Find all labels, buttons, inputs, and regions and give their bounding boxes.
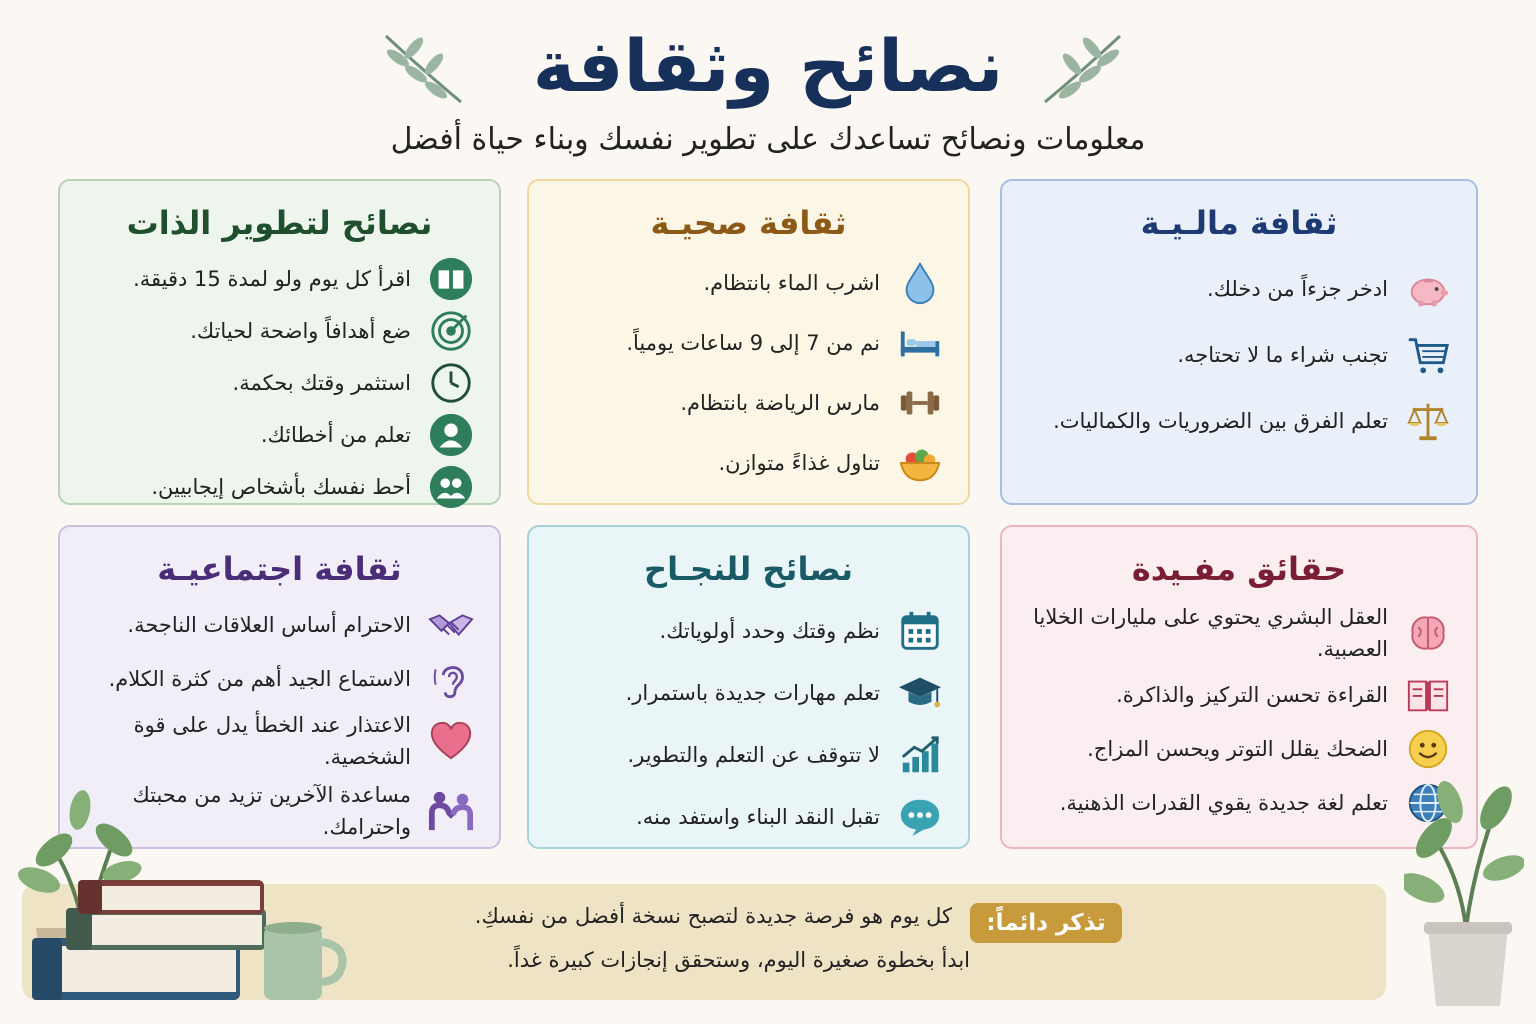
list-item xyxy=(553,259,944,307)
item-text: الاستماع الجيد أهم من كثرة الكلام. xyxy=(108,667,411,691)
helping-people-icon xyxy=(427,787,475,835)
item-text: الضحك يقلل التوتر ويحسن المزاج. xyxy=(1087,737,1388,761)
list-item xyxy=(553,379,944,427)
page-title: نصائح وثقافة xyxy=(532,24,1004,108)
item-text: تعلم الفرق بين الضروريات والكماليات. xyxy=(1053,409,1388,433)
heart-icon xyxy=(427,717,475,765)
books-and-plant-illustration xyxy=(14,770,354,1010)
list-item xyxy=(84,411,475,459)
item-text: تجنب شراء ما لا تحتاجه. xyxy=(1177,343,1388,367)
item-text: تناول غذاءً متوازن. xyxy=(718,451,880,475)
item-text: لا تتوقف عن التعلم والتطوير. xyxy=(627,743,880,767)
smiley-icon xyxy=(1404,725,1452,773)
list-item xyxy=(1026,397,1452,445)
list-item xyxy=(553,439,944,487)
list-item xyxy=(1026,671,1452,719)
list-item xyxy=(84,359,475,407)
brain-icon xyxy=(1404,609,1452,657)
dumbbell-icon xyxy=(896,379,944,427)
item-text: تقبل النقد البناء واستفد منه. xyxy=(636,805,880,829)
shopping-cart-icon xyxy=(1404,331,1452,379)
piggy-bank-icon xyxy=(1404,265,1452,313)
list-item xyxy=(84,255,475,303)
list-item xyxy=(1026,265,1452,313)
people-icon xyxy=(427,463,475,511)
item-text: نم من 7 إلى 9 ساعات يومياً. xyxy=(626,331,880,355)
list-item xyxy=(84,307,475,355)
list-item xyxy=(84,601,475,649)
list-item xyxy=(1026,331,1452,379)
item-text: مارس الرياضة بانتظام. xyxy=(680,391,880,415)
list-item xyxy=(553,793,944,841)
list-item xyxy=(1026,725,1452,773)
item-text: العقل البشري يحتوي على مليارات الخلايا العصبية. xyxy=(1033,605,1388,661)
card-self-development xyxy=(58,179,501,505)
item-text: نظم وقتك وحدد أولوياتك. xyxy=(659,619,880,643)
target-icon xyxy=(427,307,475,355)
footer-line-1: كل يوم هو فرصة جديدة لتصبح نسخة أفضل من نفسكِ. xyxy=(474,904,952,928)
item-text: تعلم مهارات جديدة باستمرار. xyxy=(625,681,880,705)
item-text: الاعتذار عند الخطأ يدل على قوة الشخصية. xyxy=(133,713,411,769)
list-item xyxy=(553,669,944,717)
card-health-culture xyxy=(527,179,970,505)
item-text: الاحترام أساس العلاقات الناجحة. xyxy=(127,613,411,637)
item-text: ضع أهدافاً واضحة لحياتك. xyxy=(190,319,411,343)
card-title: نصائح لتطوير الذات xyxy=(126,204,433,242)
open-book-icon xyxy=(1404,671,1452,719)
card-title: ثقافة صحيـة xyxy=(650,204,847,242)
list-item xyxy=(1026,601,1452,665)
page-header xyxy=(0,18,1536,162)
calendar-icon xyxy=(896,607,944,655)
item-text: تعلم من أخطائك. xyxy=(260,423,411,447)
potted-plant-illustration xyxy=(1404,778,1524,1014)
book-icon xyxy=(427,255,475,303)
person-icon xyxy=(427,411,475,459)
list-item xyxy=(84,655,475,703)
item-text: ادخر جزءاً من دخلك. xyxy=(1207,277,1388,301)
graduation-cap-icon xyxy=(896,669,944,717)
list-item xyxy=(553,319,944,367)
card-title: حقائق مفـيدة xyxy=(1131,550,1347,588)
card-title: ثقافة مالـيـة xyxy=(1140,204,1338,242)
remember-badge: تذكر دائماً: xyxy=(970,903,1122,943)
bed-icon xyxy=(896,319,944,367)
card-title: ثقافة اجتماعيـة xyxy=(157,550,402,588)
item-text: القراءة تحسن التركيز والذاكرة. xyxy=(1116,683,1388,707)
card-success-tips xyxy=(527,525,970,849)
card-title: نصائح للنجـاح xyxy=(644,550,853,588)
item-text: اشرب الماء بانتظام. xyxy=(703,271,880,295)
fruit-bowl-icon xyxy=(896,439,944,487)
clock-icon xyxy=(427,359,475,407)
card-financial-culture xyxy=(1000,179,1478,505)
list-item xyxy=(84,463,475,511)
handshake-icon xyxy=(427,601,475,649)
water-drop-icon xyxy=(896,259,944,307)
speech-bubble-icon xyxy=(896,793,944,841)
list-item xyxy=(1026,779,1452,827)
list-item xyxy=(553,731,944,779)
list-item xyxy=(553,607,944,655)
item-text: أحط نفسك بأشخاص إيجابيين. xyxy=(151,475,411,499)
item-text: استثمر وقتك بحكمة. xyxy=(232,371,411,395)
growth-chart-icon xyxy=(896,731,944,779)
item-text: اقرأ كل يوم ولو لمدة 15 دقيقة. xyxy=(133,267,411,291)
ear-icon xyxy=(427,655,475,703)
page-subtitle: معلومات ونصائح تساعدك على تطوير نفسك وبناء حياة أفضل xyxy=(390,122,1146,157)
scales-icon xyxy=(1404,397,1452,445)
footer-line-2: ابدأ بخطوة صغيرة اليوم، وستحقق إنجازات كبيرة غداً. xyxy=(507,948,970,972)
list-item xyxy=(84,709,475,773)
item-text: مساعدة الآخرين تزيد من محبتك واحترامك. xyxy=(132,783,411,839)
item-text: تعلم لغة جديدة يقوي القدرات الذهنية. xyxy=(1059,791,1388,815)
